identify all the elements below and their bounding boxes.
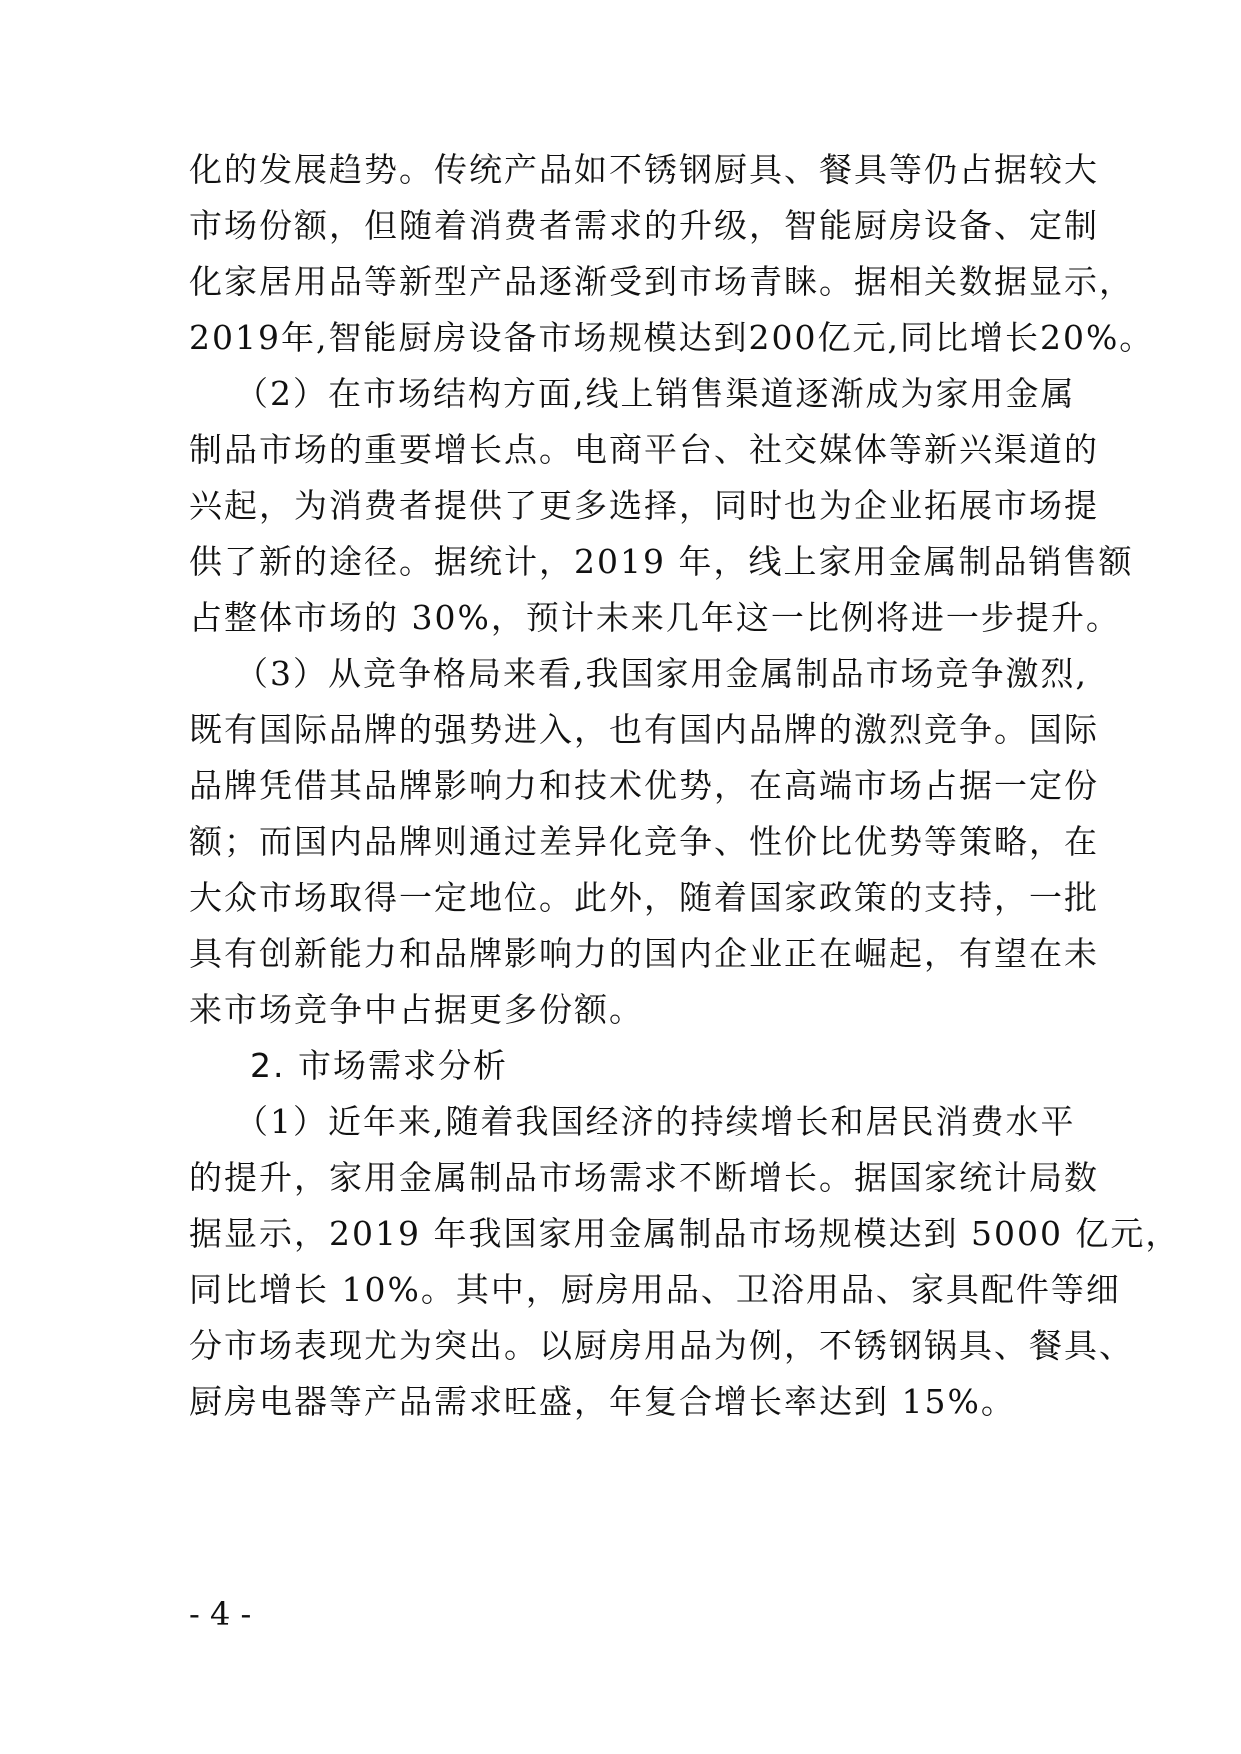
paragraph-line: 分市场表现尤为突出。以厨房用品为例，不锈钢锅具、餐具、 [189, 1326, 1134, 1365]
paragraph-line: 制品市场的重要增长点。电商平台、社交媒体等新兴渠道的 [189, 430, 1099, 469]
paragraph-line: （3）从竞争格局来看,我国家用金属制品市场竞争激烈, [235, 654, 1088, 693]
paragraph-line: 同比增长 10%。其中，厨房用品、卫浴用品、家具配件等细 [189, 1270, 1121, 1309]
paragraph-line: 据显示，2019 年我国家用金属制品市场规模达到 5000 亿元， [189, 1214, 1181, 1253]
paragraph-line: 兴起，为消费者提供了更多选择，同时也为企业拓展市场提 [189, 486, 1099, 525]
paragraph-line: 的提升，家用金属制品市场需求不断增长。据国家统计局数 [189, 1158, 1099, 1197]
paragraph-line: 具有创新能力和品牌影响力的国内企业正在崛起，有望在未 [189, 934, 1099, 973]
paragraph-line: 2019年,智能厨房设备市场规模达到200亿元,同比增长20%。 [189, 318, 1155, 357]
paragraph-line: 大众市场取得一定地位。此外，随着国家政策的支持，一批 [189, 878, 1099, 917]
paragraph-line: 化的发展趋势。传统产品如不锈钢厨具、餐具等仍占据较大 [189, 150, 1099, 189]
paragraph-line: 供了新的途径。据统计，2019 年，线上家用金属制品销售额 [189, 542, 1134, 581]
paragraph-line: 来市场竞争中占据更多份额。 [189, 990, 644, 1029]
paragraph-line: 厨房电器等产品需求旺盛，年复合增长率达到 15%。 [189, 1382, 1016, 1421]
page-number: - 4 - [189, 1595, 252, 1633]
paragraph-line: 占整体市场的 30%，预计未来几年这一比例将进一步提升。 [189, 598, 1121, 637]
section-heading: 2. 市场需求分析 [250, 1046, 508, 1085]
paragraph-line: 市场份额，但随着消费者需求的升级，智能厨房设备、定制 [189, 206, 1099, 245]
paragraph-line: 既有国际品牌的强势进入，也有国内品牌的激烈竞争。国际 [189, 710, 1099, 749]
paragraph-line: 品牌凭借其品牌影响力和技术优势，在高端市场占据一定份 [189, 766, 1099, 805]
paragraph-line: 额；而国内品牌则通过差异化竞争、性价比优势等策略，在 [189, 822, 1099, 861]
paragraph-line: 化家居用品等新型产品逐渐受到市场青睐。据相关数据显示， [189, 262, 1134, 301]
paragraph-line: （1）近年来,随着我国经济的持续增长和居民消费水平 [235, 1102, 1076, 1141]
paragraph-line: （2）在市场结构方面,线上销售渠道逐渐成为家用金属 [235, 374, 1076, 413]
